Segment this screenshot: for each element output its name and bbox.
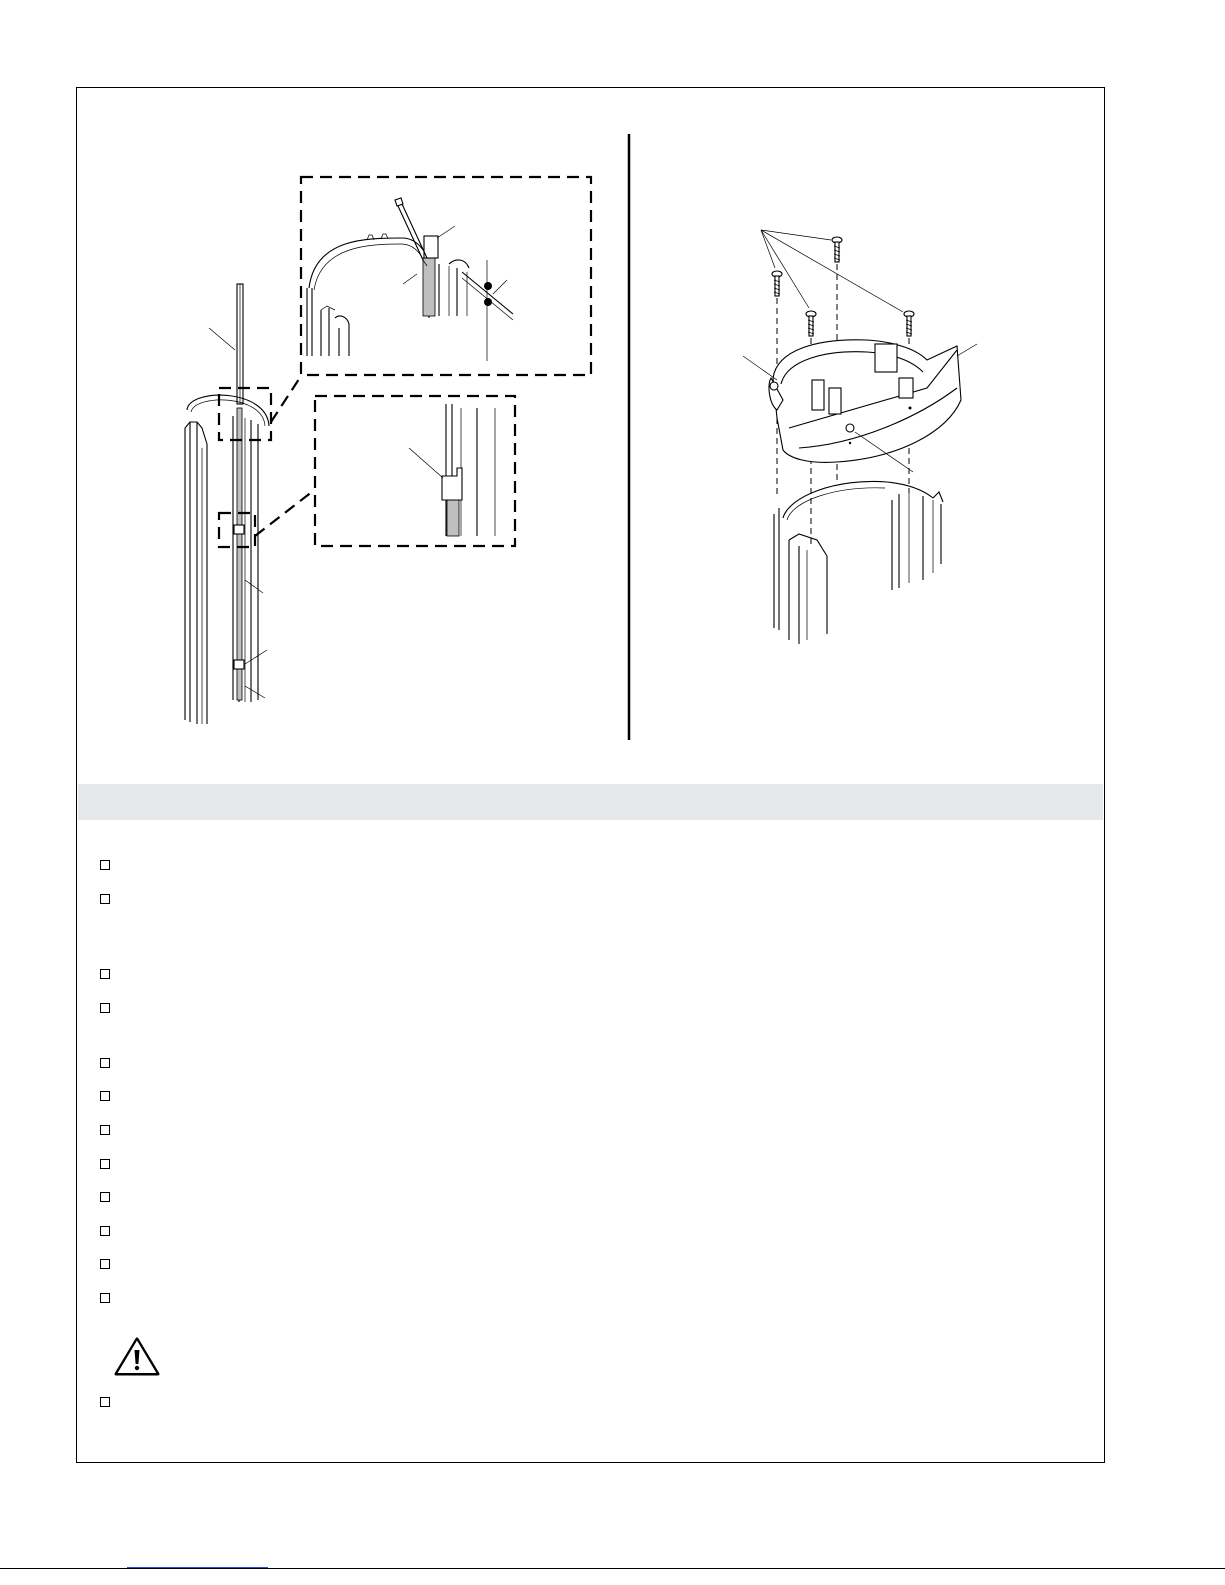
checkbox-icon[interactable] bbox=[100, 1293, 110, 1303]
checkbox-icon[interactable] bbox=[100, 1125, 110, 1135]
installation-figures bbox=[77, 88, 1106, 788]
checkbox-icon[interactable] bbox=[100, 1259, 110, 1269]
checkbox-icon[interactable] bbox=[100, 1091, 110, 1101]
footer-link-underline[interactable] bbox=[127, 1567, 268, 1568]
instruction-panel bbox=[76, 87, 1105, 1463]
checkbox-icon[interactable] bbox=[100, 860, 110, 870]
checkbox-icon[interactable] bbox=[100, 1192, 110, 1202]
checkbox-icon[interactable] bbox=[100, 1058, 110, 1068]
lower-post bbox=[774, 481, 943, 644]
left-figure bbox=[185, 177, 591, 724]
screws bbox=[772, 237, 914, 336]
right-figure bbox=[743, 230, 977, 644]
checkbox-icon[interactable] bbox=[100, 969, 110, 979]
footer-rule bbox=[0, 1568, 1225, 1569]
checkbox-icon[interactable] bbox=[100, 1159, 110, 1169]
clip-upper bbox=[234, 525, 244, 534]
checkbox-icon[interactable] bbox=[100, 1003, 110, 1013]
clip-lower bbox=[234, 660, 244, 669]
checkbox-icon[interactable] bbox=[100, 1397, 110, 1407]
section-header-band bbox=[78, 784, 1103, 820]
top-cap bbox=[769, 340, 961, 463]
warning-triangle-icon bbox=[113, 1336, 161, 1378]
checkbox-icon[interactable] bbox=[100, 1226, 110, 1236]
checkbox-icon[interactable] bbox=[100, 894, 110, 904]
